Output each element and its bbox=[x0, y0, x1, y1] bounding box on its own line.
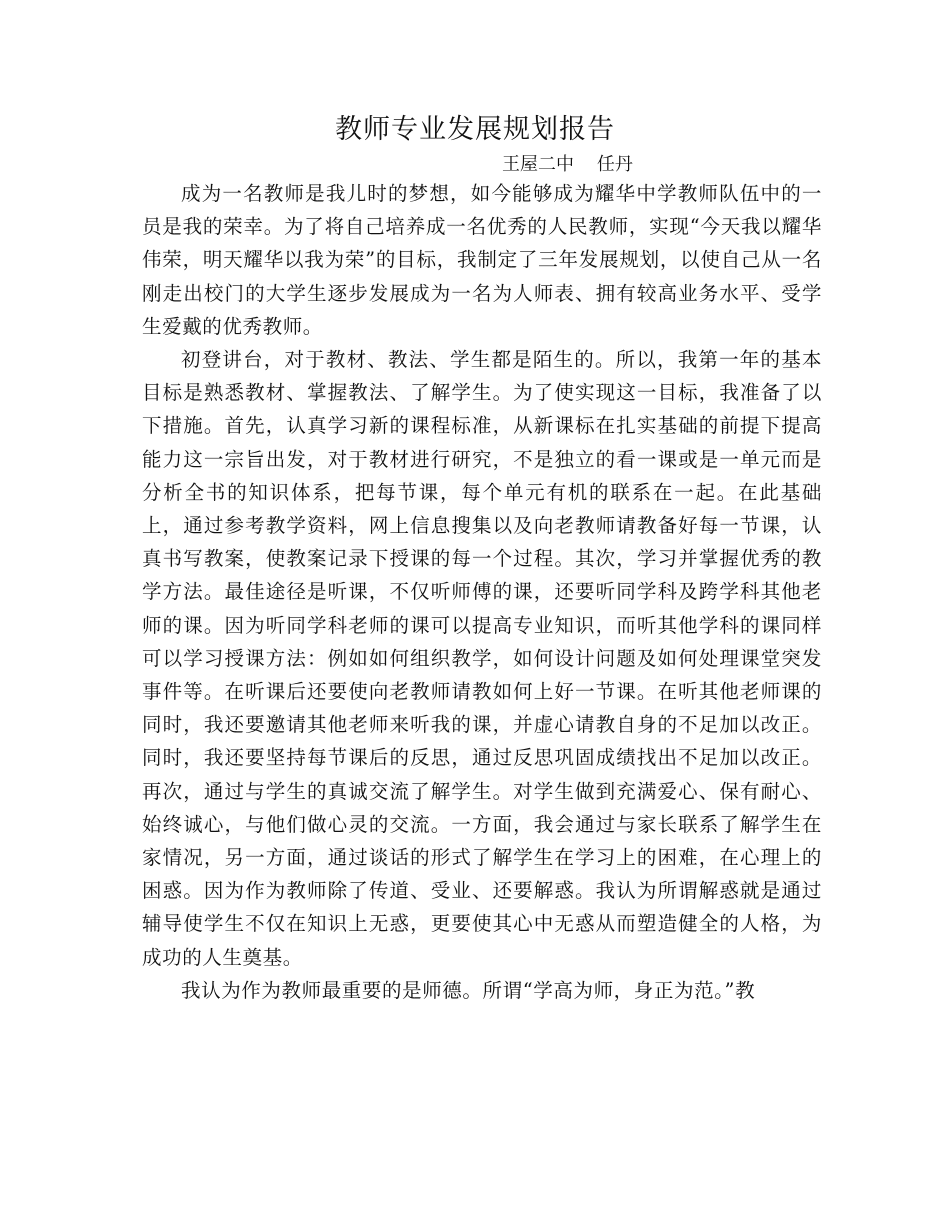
document-body bbox=[142, 177, 822, 1007]
body-paragraph: 成为一名教师是我儿时的梦想，如今能够成为耀华中学教师队伍中的一员是我的荣幸。为了将自己培养成一名优秀的人民教师，实现“今天我以耀华伟荣，明天耀华以我为荣”的目标，我制定了三年发展规划，以使自己从一名刚走出校门的大学生逐步发展成为一名为人师表、拥有较高业务水平、受学生爱戴的优秀教师。 bbox=[142, 182, 822, 338]
author-byline: 王屋二中 任丹 bbox=[502, 154, 633, 175]
document-title: 教师专业发展规划报告 bbox=[335, 114, 615, 145]
body-paragraph: 我认为作为教师最重要的是师德。所谓“学高为师，身正为范。”教 bbox=[181, 978, 756, 1002]
body-paragraph: 初登讲台，对于教材、教法、学生都是陌生的。所以，我第一年的基本目标是熟悉教材、掌握教法、了解学生。为了使实现这一目标，我准备了以下措施。首先，认真学习新的课程标准，从新课标在扎实基础的前提下提高能力这一宗旨出发，对于教材进行研究，不是独立的看一课或是一单元而是分析全书的知识体系，把每节课，每个单元有机的联系在一起。在此基础上，通过参考教学资料，网上信息搜集以及向老教师请教备好每一节课，认真书写教案，使教案记录下授课的每一个过程。其次，学习并掌握优秀的教学方法。最佳途径是听课，不仅听师傅的课，还要听同学科及跨学科其他老师的课。因为听同学科老师的课可以提高专业知识，而听其他学科的课同样可以学习授课方法：例如如何组织教学，如何设计问题及如何处理课堂突发事件等。在听课后还要使向老教师请教如何上好一节课。在听其他老师课的同时，我还要邀请其他老师来听我的课，并虚心请教自身的不足加以改正。同时，我还要坚持每节课后的反思，通过反思巩固成绩找出不足加以改正。再次，通过与学生的真诚交流了解学生。对学生做到充满爱心、保有耐心、始终诚心，与他们做心灵的交流。一方面，我会通过与家长联系了解学生在家情况，另一方面，通过谈话的形式了解学生在学习上的困难，在心理上的困惑。因为作为教师除了传道、受业、还要解惑。我认为所谓解惑就是通过辅导使学生不仅在知识上无惑，更要使其心中无惑从而塑造健全的人格，为成功的人生奠基。 bbox=[142, 348, 822, 969]
